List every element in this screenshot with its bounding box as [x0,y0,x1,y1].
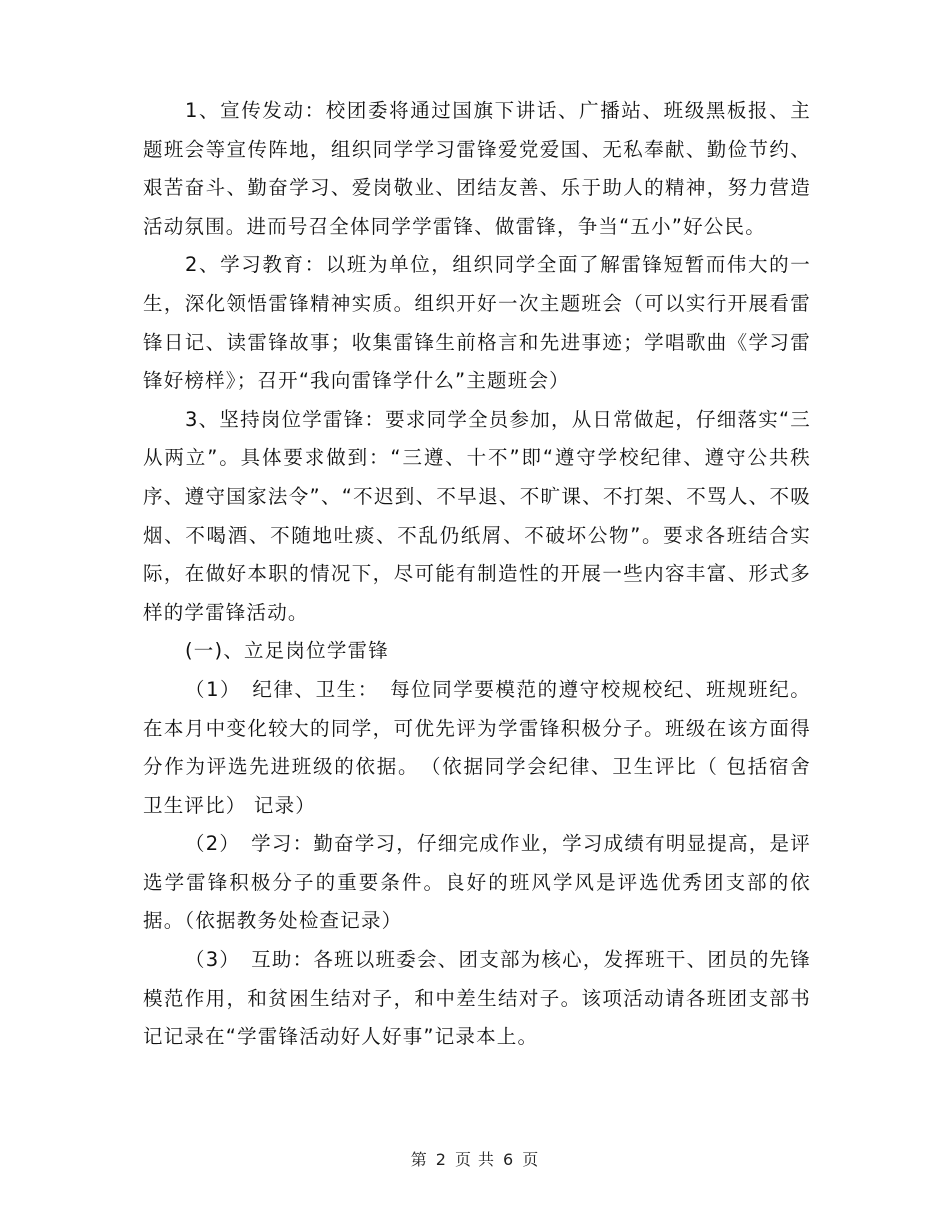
footer-prefix: 第 [410,1150,428,1169]
page-number: 2 [435,1150,447,1169]
paragraph-discipline-hygiene: （1） 纪律、卫生： 每位同学要模范的遵守校规校纪、班规班纪。在本月中变化较大的同学，可优先评为学雷锋积极分子。班级在该方面得分作为评选先进班级的依据。 （依据同学会纪律、卫生评比（ 包括宿舍卫生评比） 记录） [143,677,811,817]
footer-suffix: 页 [522,1150,540,1169]
paragraph-publicity: 1、宣传发动：校团委将通过国旗下讲话、广播站、班级黑板报、主题班会等宣传阵地，组织同学学习雷锋爱党爱国、无私奉献、勤俭节约、艰苦奋斗、勤奋学习、爱岗敬业、团结友善、乐于助人的精神，努力营造活动氛围。进而号召全体同学学雷锋、做雷锋，争当“五小”好公民。 [143,99,811,238]
paragraph-education: 2、学习教育：以班为单位，组织同学全面了解雷锋短暂而伟大的一生，深化领悟雷锋精神实质。组织开好一次主题班会（可以实行开展看雷锋日记、读雷锋故事；收集雷锋生前格言和先进事迹；学唱歌曲《学习雷锋好榜样》；召开“我向雷锋学什么”主题班会） [143,253,811,393]
document-body [143,92,811,1057]
footer-middle: 页 共 [454,1150,496,1169]
page-total: 6 [503,1150,515,1169]
paragraph-mutual-help: （3） 互助：各班以班委会、团支部为核心，发挥班干、团员的先锋模范作用，和贫困生结对子，和中差生结对子。该项活动请各班团支部书记记录在“学雷锋活动好人好事”记录本上。 [143,948,811,1049]
paragraph-study: （2） 学习：勤奋学习，仔细完成作业，学习成绩有明显提高，是评选学雷锋积极分子的重要条件。良好的班风学风是评选优秀团支部的依据。（依据教务处检查记录） [143,832,811,933]
page-footer [0,1147,950,1170]
section-heading: (一)、立足岗位学雷锋 [185,639,389,663]
paragraph-post-learning: 3、坚持岗位学雷锋：要求同学全员参加，从日常做起，仔细落实“三从两立”。具体要求做到：“三遵、十不”即“遵守学校纪律、遵守公共秩序、遵守国家法令”、“不迟到、不早退、不旷课、不打架、不骂人、不吸烟、不喝酒、不随地吐痰、不乱仍纸屑、不破坏公物”。要求各班结合实际，在做好本职的情况下，尽可能有制造性的开展一些内容丰富、形式多样的学雷锋活动。 [143,407,811,624]
